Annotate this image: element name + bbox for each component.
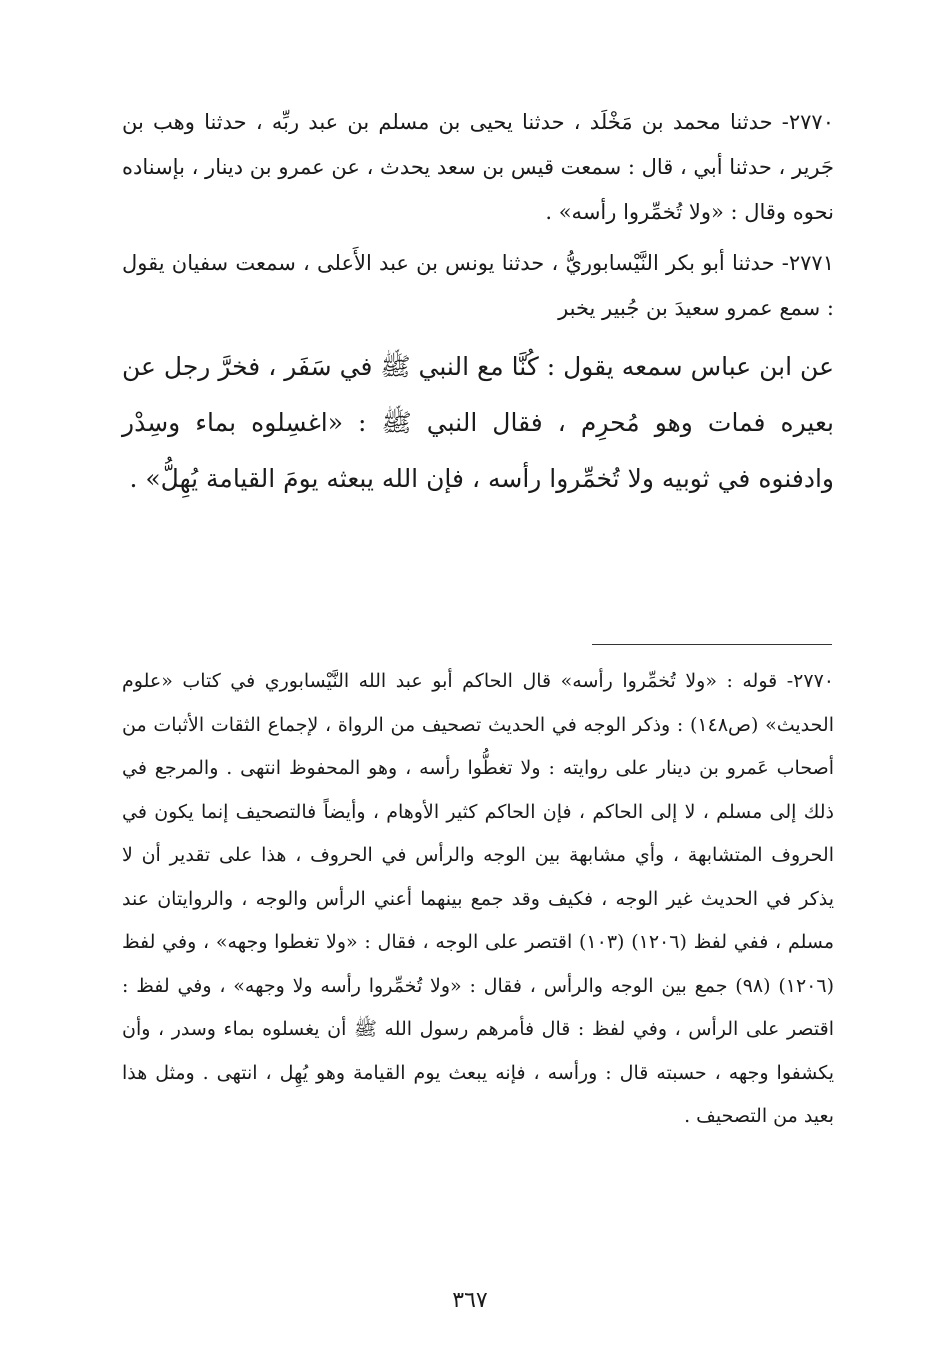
page-number: ٣٦٧	[452, 1288, 488, 1313]
footnote-divider	[592, 644, 832, 645]
hadith-2771-isnad: ٢٧٧١- حدثنا أبو بكر النَّيْسابوريُّ ، حدثنا يونس بن عبد الأَعلى ، سمعت سفيان يقول : سمع عمرو سعيدَ بن جُبير يخبر	[122, 251, 834, 320]
hadith-2771-matn: عن ابن عباس سمعه يقول : كُنَّا مع النبي ﷺ في سَفَر ، فخرَّ رجل عن بعيره فمات وهو مُحرِم ، فقال النبي ﷺ : «اغسِلوه بماء وسِدْر وادفنوه في ثوبيه ولا تُخمِّروا رأسه ، فإن الله يبعثه يومَ القيامة يُهِلُّ» .	[122, 352, 834, 493]
hadith-2770: ٢٧٧٠- حدثنا محمد بن مَخْلَد ، حدثنا يحيى بن مسلم بن عبد ربِّه ، حدثنا وهب بن جَرير ، حدثنا أبي ، قال : سمعت قيس بن سعد يحدث ، عن عمرو بن دينار ، بإسناده نحوه وقال : «ولا تُخمِّروا رأسه» .	[122, 110, 834, 224]
main-text	[122, 100, 834, 507]
footnote-2770: ٢٧٧٠- قوله : «ولا تُخمِّروا رأسه» قال الحاكم أبو عبد الله النَّيْسابوري في كتاب «علوم الحديث» (ص١٤٨) : وذكر الوجه في الحديث تصحيف من الرواة ، لإجماع الثقات الأثبات من أصحاب عَمرو بن دينار على روايته : ولا تغطُّوا رأسه ، وهو المحفوظ انتهى . والمرجع في ذلك إلى مسلم ، لا إلى الحاكم ، فإن الحاكم كثير الأوهام ، وأيضاً فالتصحيف إنما يكون في الحروف المتشابهة ، وأي مشابهة بين الوجه والرأس في الحروف ، هذا على تقدير أن لا يذكر في الحديث غير الوجه ، فكيف وقد جمع بينهما أعني الرأس والوجه ، والروايتان عند مسلم ، ففي لفظ (١٢٠٦) (١٠٣) اقتصر على الوجه ، فقال : «ولا تغطوا وجهه» ، وفي لفظ (١٢٠٦) (٩٨) جمع بين الوجه والرأس ، فقال : «ولا تُخمِّروا رأسه ولا وجهه» ، وفي لفظ : اقتصر على الرأس ، وفي لفظ : قال فأمرهم رسول الله ﷺ أن يغسلوه بماء وسدر ، وأن يكشفوا وجهه ، حسبته قال : ورأسه ، فإنه يبعث يوم القيامة وهو يُهِل ، انتهى . ومثل هذا بعيد من التصحيف .	[122, 670, 835, 1127]
footnote	[122, 660, 834, 1139]
